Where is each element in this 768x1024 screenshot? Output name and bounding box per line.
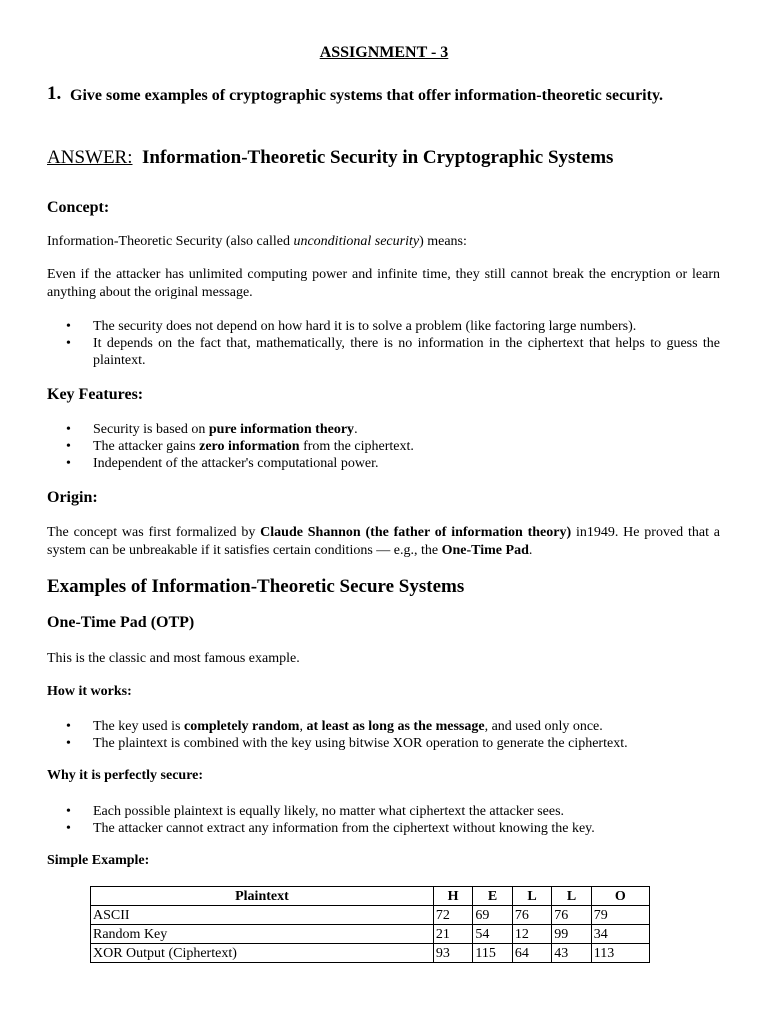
- key-features-heading: Key Features:: [47, 386, 144, 403]
- answer-label: ANSWER:: [47, 147, 133, 168]
- bullet-text: The security does not depend on how hard it is to solve a problem (like factoring large numbers).: [93, 319, 637, 334]
- bullet-text: The key used is: [93, 719, 184, 734]
- bullet-icon: •: [66, 439, 71, 454]
- table-header-cell: L: [552, 887, 591, 906]
- bullet-icon: •: [66, 719, 71, 734]
- otp-intro: This is the classic and most famous example.: [47, 651, 300, 666]
- table-cell: ASCII: [91, 906, 434, 925]
- bullet-bold: pure information theory: [208, 422, 355, 437]
- origin-paragraph: [47, 524, 720, 560]
- bullet-text: , and used only once.: [484, 719, 603, 734]
- bullet-icon: •: [66, 456, 71, 471]
- bullet-text: Each possible plaintext is equally likely, no matter what ciphertext the attacker sees.: [93, 804, 565, 819]
- bullet-icon: •: [66, 319, 71, 334]
- table-cell: 72: [433, 906, 472, 925]
- table-cell: 76: [512, 906, 551, 925]
- list-item: [66, 438, 720, 455]
- origin-heading: Origin:: [47, 489, 98, 506]
- table-cell: 12: [512, 925, 551, 944]
- table-cell: XOR Output (Ciphertext): [91, 944, 434, 963]
- simple-example-heading: Simple Example:: [47, 853, 150, 868]
- bullet-text: The plaintext is combined with the key using bitwise XOR operation to generate the ciphertext.: [93, 736, 628, 751]
- bullet-bold: zero information: [199, 439, 300, 454]
- examples-heading: Examples of Information-Theoretic Secure Systems: [47, 576, 465, 597]
- table-header-row: [91, 887, 650, 906]
- concept-bullet-list: [66, 318, 720, 369]
- concept-paragraph: Even if the attacker has unlimited computing power and infinite time, they still cannot break the encryption or learn anything about the original message.: [47, 267, 720, 300]
- table-cell: 69: [473, 906, 512, 925]
- origin-text: The concept was first formalized by: [47, 525, 261, 540]
- list-item: [66, 803, 720, 820]
- bullet-text: .: [354, 422, 358, 437]
- table-header-cell: H: [433, 887, 472, 906]
- origin-bold: One-Time Pad: [441, 543, 529, 558]
- bullet-text: It depends on the fact that, mathematically, there is no information in the ciphertext that helps to guess the plaintext.: [93, 336, 720, 368]
- bullet-icon: •: [66, 804, 71, 819]
- bullet-text: from the ciphertext.: [299, 439, 414, 454]
- concept-heading: Concept:: [47, 199, 110, 216]
- bullet-text: The attacker cannot extract any information from the ciphertext without knowing the key.: [93, 821, 595, 836]
- concept-def-em: unconditional security: [293, 234, 420, 249]
- table-cell: 113: [591, 944, 649, 963]
- why-heading: Why it is perfectly secure:: [47, 768, 204, 783]
- origin-text: .: [528, 543, 533, 558]
- otp-heading: One-Time Pad (OTP): [47, 614, 195, 631]
- list-item: [66, 735, 720, 752]
- table-row: [91, 906, 650, 925]
- concept-definition: [47, 233, 720, 251]
- origin-bold: Claude Shannon (the father of information theory): [260, 525, 572, 540]
- table-cell: 93: [433, 944, 472, 963]
- xor-example-table: [90, 886, 650, 963]
- bullet-bold: at least as long as the message: [306, 719, 485, 734]
- bullet-icon: •: [66, 422, 71, 437]
- list-item: [66, 318, 720, 335]
- origin-text: in1949. He proved that a system can be unbreakable if it satisfies certain conditions — e.g., the: [47, 525, 721, 558]
- bullet-icon: •: [66, 736, 71, 751]
- table-cell: 43: [552, 944, 591, 963]
- list-item: [66, 718, 720, 735]
- table-cell: 115: [473, 944, 512, 963]
- concept-def-post: ) means:: [419, 234, 467, 249]
- table-cell: Random Key: [91, 925, 434, 944]
- table-cell: 64: [512, 944, 551, 963]
- list-item: [66, 335, 720, 369]
- table-cell: 76: [552, 906, 591, 925]
- page-title: ASSIGNMENT - 3: [319, 44, 449, 61]
- table-cell: 79: [591, 906, 649, 925]
- list-item: [66, 421, 720, 438]
- how-list: [66, 718, 720, 752]
- bullet-text: The attacker gains: [93, 439, 200, 454]
- why-list: [66, 803, 720, 837]
- table-header-cell: O: [591, 887, 649, 906]
- bullet-text: Security is based on: [93, 422, 209, 437]
- table-row: [91, 944, 650, 963]
- bullet-text: ,: [299, 719, 307, 734]
- key-features-list: [66, 421, 720, 472]
- table-header-cell: Plaintext: [91, 887, 434, 906]
- list-item: [66, 455, 720, 472]
- how-heading: How it works:: [47, 684, 132, 699]
- question-number: 1.: [47, 83, 62, 104]
- table-row: [91, 925, 650, 944]
- concept-def-pre: Information-Theoretic Security (also called: [47, 234, 294, 249]
- bullet-icon: •: [66, 821, 71, 836]
- bullet-bold: completely random: [183, 719, 300, 734]
- table-header-cell: L: [512, 887, 551, 906]
- table-cell: 54: [473, 925, 512, 944]
- table-cell: 34: [591, 925, 649, 944]
- question-text: Give some examples of cryptographic systems that offer information-theoretic security.: [70, 87, 664, 104]
- answer-heading: [47, 147, 613, 169]
- table-cell: 99: [552, 925, 591, 944]
- bullet-text: Independent of the attacker's computational power.: [93, 456, 379, 471]
- bullet-icon: •: [66, 336, 71, 351]
- list-item: [66, 820, 720, 837]
- table-cell: 21: [433, 925, 472, 944]
- answer-title: Information-Theoretic Security in Cryptographic Systems: [142, 147, 614, 168]
- table-header-cell: E: [473, 887, 512, 906]
